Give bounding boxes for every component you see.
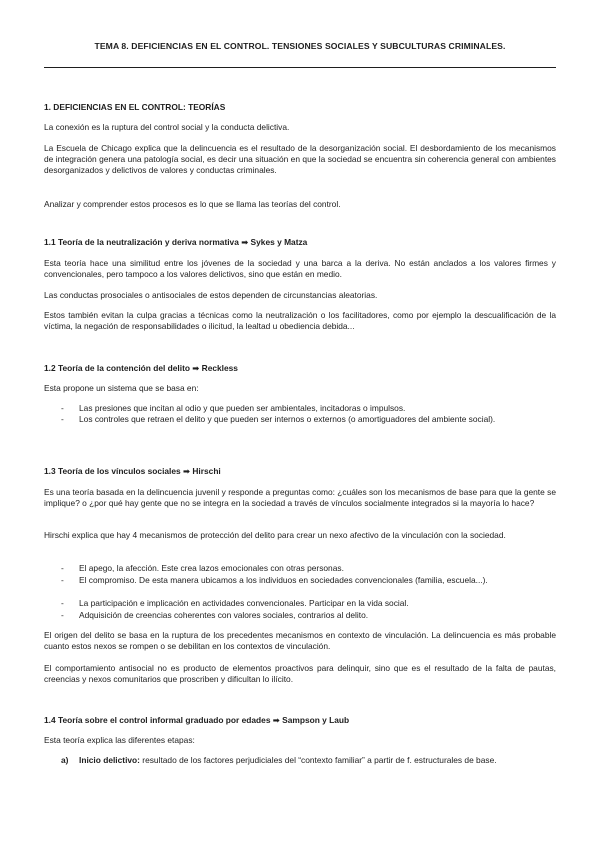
title-divider [44,67,556,68]
paragraph: Las conductas prosociales o antisociales de estos dependen de circunstancias aleatorias. [44,290,378,300]
paragraph: Esta teoría hace una similitud entre los jóvenes de la sociedad y una barca a la deriva. No están anclados a los valores firmes y convencionales, pero tampoco a los valores delictivos, sino que están en medio. [44,258,556,280]
section-heading-1-2: 1.2 Teoría de la contención del delito ➡ Reckless [44,363,238,373]
list-item: Adquisición de creencias coherentes con valores sociales, contrarios al delito. [79,610,369,620]
bullet-marker: - [61,610,64,620]
list-item: Las presiones que incitan al odio y que pueden ser ambientales, incitadoras o impulsos. [79,403,406,413]
list-item: Los controles que retraen el delito y que pueden ser internos o externos (o amortiguadores del ambiente social). [79,414,496,424]
section-heading-1-1: 1.1 Teoría de la neutralización y deriva normativa ➡ Sykes y Matza [44,237,308,247]
paragraph: El origen del delito se basa en la ruptura de los precedentes mecanismos en contexto de vinculación. La delincuencia es más probable cuanto estos nexos se rompen o se debilitan en los contextos de vinculación. [44,630,556,652]
list-item: El compromiso. De esta manera ubicamos a los individuos en sociedades convencionales (familia, escuela...). [79,575,488,585]
paragraph: Esta teoría explica las diferentes etapas: [44,735,195,745]
section-heading-1-3: 1.3 Teoría de los vínculos sociales ➡ Hirschi [44,466,221,476]
paragraph: Esta propone un sistema que se basa en: [44,383,199,393]
paragraph: Es una teoría basada en la delincuencia juvenil y responde a preguntas como: ¿cuáles son los mecanismos de base para que la gente se implique? o ¿por qué hay gente que no se integra en la sociedad a través de vínculos socialmente integrados si la mayoría lo hace? [44,487,556,509]
bullet-marker: - [61,575,64,585]
paragraph: La Escuela de Chicago explica que la delincuencia es el resultado de la desorganización social. El desbordamiento de los mecanismos de integración genera una patología social, es decir una situación en que la sociedad se encuentra sin coherencia general con ambientes desorganizados y delictivos de valores y conductas criminales. [44,143,556,176]
bullet-marker: - [61,403,64,413]
section-heading-1: 1. DEFICIENCIAS EN EL CONTROL: TEORÍAS [44,102,226,112]
paragraph: Analizar y comprender estos procesos es lo que se llama las teorías del control. [44,199,341,209]
list-item-text: resultado de los factores perjudiciales del “contexto familiar” a partir de f. estructurales de base. [142,755,497,765]
bullet-marker: - [61,414,64,424]
paragraph: El comportamiento antisocial no es producto de elementos proactivos para delinquir, sino que es el resultado de la falta de pautas, creencias y nexos comunitarios que proscriben y dificultan lo ilícito. [44,663,556,685]
list-item: El apego, la afección. Este crea lazos emocionales con otras personas. [79,563,344,573]
bullet-marker: - [61,598,64,608]
list-marker-a: a) [61,755,69,765]
list-item: La participación e implicación en actividades convencionales. Participar en la vida social. [79,598,409,608]
bullet-marker: - [61,563,64,573]
document-title: TEMA 8. DEFICIENCIAS EN EL CONTROL. TENSIONES SOCIALES Y SUBCULTURAS CRIMINALES. [94,41,506,51]
paragraph: La conexión es la ruptura del control social y la conducta delictiva. [44,122,290,132]
list-item-term: Inicio delictivo: [79,755,140,765]
section-heading-1-4: 1.4 Teoría sobre el control informal graduado por edades ➡ Sampson y Laub [44,715,350,725]
list-item-a [79,755,556,766]
paragraph: Estos también evitan la culpa gracias a técnicas como la neutralización o los facilitadores, como por ejemplo la descualificación de la víctima, la negación de responsabilidades o ilicitud, la lealtad u obediencia debida... [44,310,556,332]
paragraph: Hirschi explica que hay 4 mecanismos de protección del delito para crear un nexo afectivo de la vinculación con la sociedad. [44,530,506,540]
